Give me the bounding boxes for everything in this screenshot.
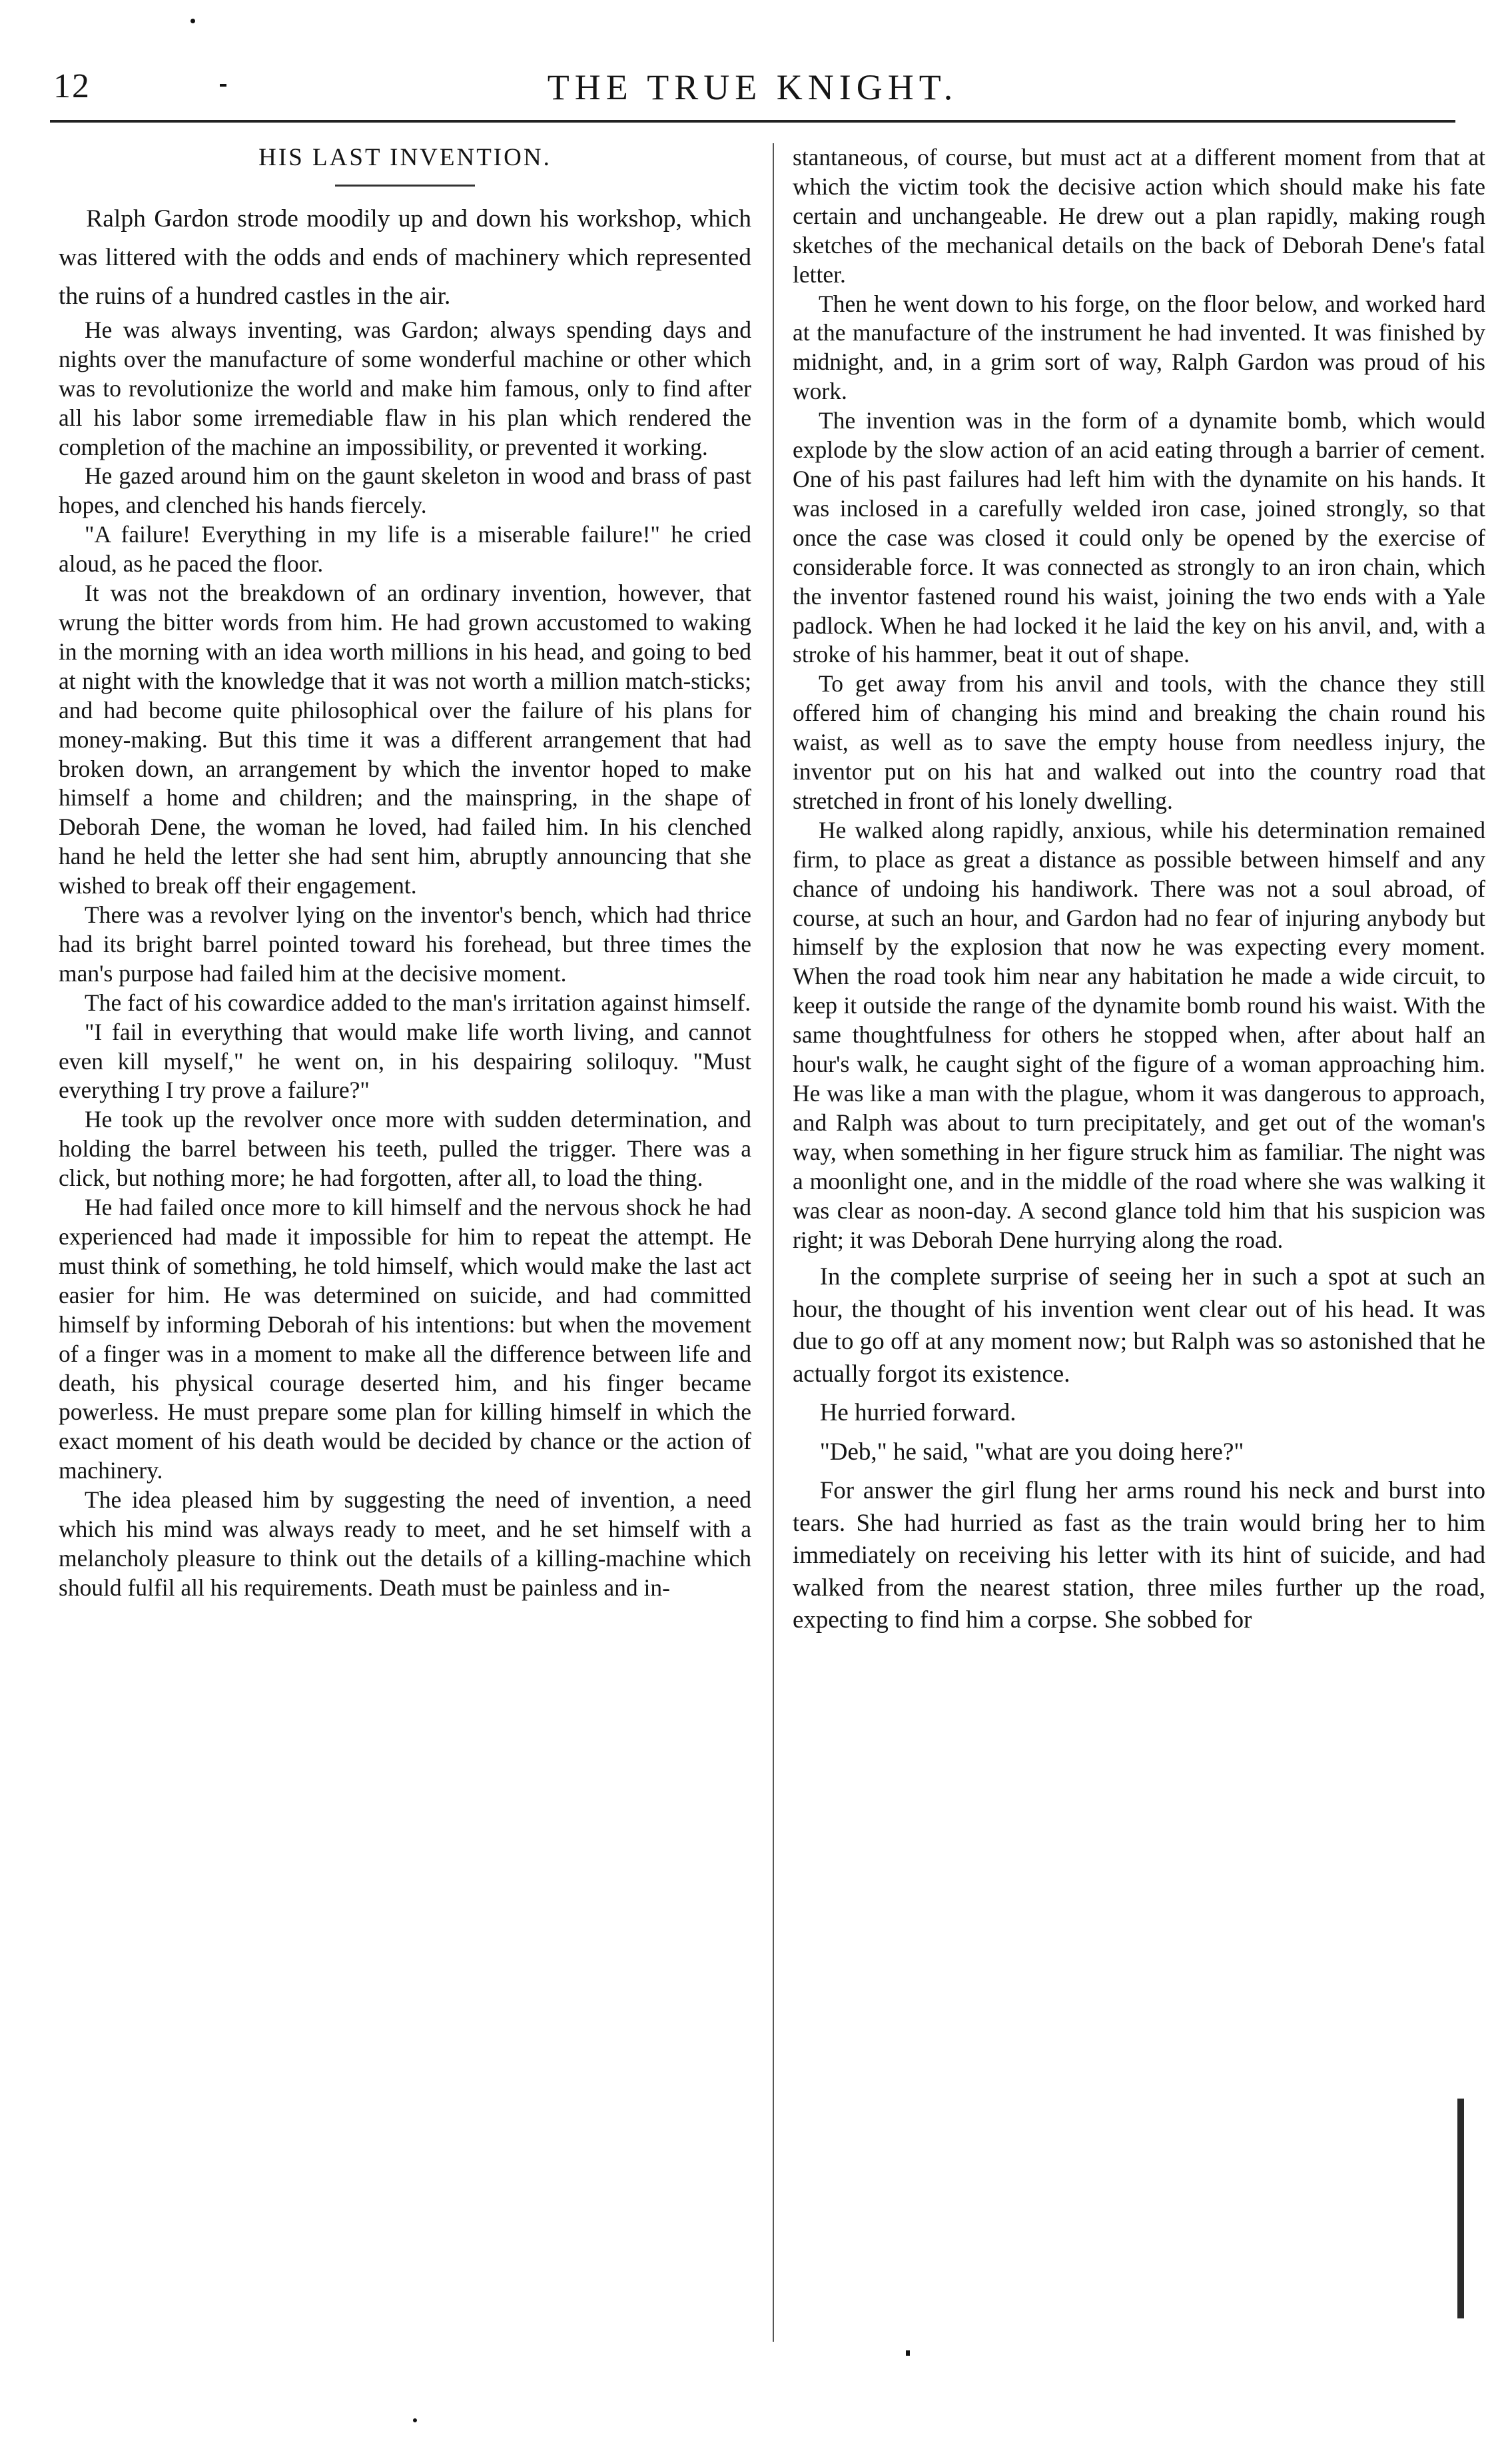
paragraph: "Deb," he said, "what are you doing here?": [819, 1438, 1244, 1466]
paragraph: He had failed once more to kill himself and the nervous shock he had experienced had made it impossible for him to repeat the attempt. He must think of something, he told himself, which would make the last act easier for him. He was determined on suicide, and had committed himself by informing Deborah of his intentions: but when the movement of a finger was in a moment to make all the difference between life and death, his physical courage deserted him, and his finger became powerless. He must prepare some plan for killing himself in which the exact moment of his death would be decided by chance or the action of machinery.: [59, 1194, 751, 1484]
running-title: THE TRUE KNIGHT.: [547, 67, 958, 107]
paragraph: To get away from his anvil and tools, with the chance they still offered him of changing his mind and breaking the chain round his waist, as well as to save the empty house from needless injury, the inventor put on his hat and walked out into the country road that stretched in front of his lonely dwelling.: [793, 670, 1485, 814]
paragraph: He hurried forward.: [819, 1399, 1016, 1427]
print-speck: [413, 2418, 417, 2422]
paragraph: In the complete surprise of seeing her in such a spot at such an hour, the thought of his invention went clear out of his head. It was due to go off at any moment now; but Ralph was so astonished that he actually forgot its existence.: [793, 1263, 1485, 1388]
paragraph: He gazed around him on the gaunt skeleton in wood and brass of past hopes, and clenched his hands fiercely.: [59, 462, 751, 519]
paragraph: "A failure! Everything in my life is a miserable failure!" he cried aloud, as he paced the floor.: [59, 521, 751, 578]
paragraph: Ralph Gardon strode moodily up and down his workshop, which was littered with the odds and ends of machinery which represented the ruins of a hundred castles in the air.: [59, 205, 751, 310]
left-column: [59, 143, 751, 1603]
right-column: [793, 143, 1485, 1637]
paragraph: For answer the girl flung her arms round his neck and burst into tears. She had hurried as fast as the train would bring her to him immediately on receiving his letter with its hint of suicide, and had walked from the nearest station, three miles further up the road, expecting to find him a corpse. She sobbed for: [793, 1477, 1485, 1634]
paragraph: "I fail in everything that would make life worth living, and cannot even kill myself," he went on, in his despairing soliloquy. "Must everything I try prove a failure?": [59, 1018, 751, 1104]
paragraph: The invention was in the form of a dynamite bomb, which would explode by the slow action of an acid eating through a barrier of cement. One of his past failures had left him with the dynamite on his hands. It was inclosed in a carefully welded iron case, joined strongly, so that once the case was closed it could only be opened by the exercise of considerable force. It was connected as strongly to an iron chain, which the inventor fastened round his waist, joining the two ends with a Yale padlock. When he had locked it he laid the key on his anvil, and, with a stroke of his hammer, beat it out of shape.: [793, 407, 1485, 668]
paragraph: It was not the breakdown of an ordinary invention, however, that wrung the bitter words from him. He had grown accustomed to waking in the morning with an idea worth millions in his head, and going to bed at night with the knowledge that it was not worth a million match-sticks; and had become quite philosophical over the failure of his plans for money-making. But this time it was a different arrangement that had broken down, an arrangement by which the inventor hoped to make himself a home and children; and the mainspring, in the shape of Deborah Dene, the woman he loved, had failed him. In his clenched hand he held the letter she had sent him, abruptly announcing that she wished to break off their engagement.: [59, 580, 751, 899]
print-speck: [190, 19, 195, 23]
paragraph: The fact of his cowardice added to the man's irritation against himself.: [85, 989, 751, 1016]
header-rule: [50, 120, 1455, 123]
paragraph: Then he went down to his forge, on the floor below, and worked hard at the manufacture of the instrument he had invented. It was finished by midnight, and, in a grim sort of way, Ralph Gardon was proud of his work.: [793, 290, 1485, 405]
paragraph: He was always inventing, was Gardon; always spending days and nights over the manufacture of some wonderful machine or other which was to revolutionize the world and make him famous, only to find after all his labor some irremediable flaw in his plan which rendered the completion of the machine an impossibility, or prevented it working.: [59, 316, 751, 460]
print-speck: [906, 2350, 910, 2356]
page-number: 12: [53, 67, 91, 105]
column-divider: [773, 143, 774, 2342]
paragraph: He took up the revolver once more with sudden determination, and holding the barrel between his teeth, pulled the trigger. There was a click, but nothing more; he had forgotten, after all, to load the thing.: [59, 1106, 751, 1192]
page-header: [47, 67, 1459, 120]
title-rule: [335, 185, 475, 187]
paragraph: The idea pleased him by suggesting the need of invention, a need which his mind was always ready to meet, and he set himself with a melancholy pleasure to think out the details of a killing-machine which should fulfil all his requirements. Death must be painless and in-: [59, 1486, 751, 1601]
paragraph: stantaneous, of course, but must act at a different moment from that at which the victim took the decisive action which should make his fate certain and unchangeable. He drew out a plan rapidly, making rough sketches of the mechanical details on the back of Deborah Dene's fatal letter.: [793, 144, 1485, 288]
paragraph: There was a revolver lying on the inventor's bench, which had thrice had its bright barrel pointed toward his forehead, but three times the man's purpose had failed him at the decisive moment.: [59, 901, 751, 987]
paragraph: He walked along rapidly, anxious, while his determination remained firm, to place as great a distance as possible between himself and any chance of undoing his handiwork. There was not a soul abroad, of course, at such an hour, and Gardon had no fear of injuring anybody but himself by the explosion that now he was expecting every moment. When the road took him near any habitation he made a wide circuit, to keep it outside the range of the dynamite bomb round his waist. With the same thoughtfulness for others he stopped when, after about half an hour's walk, he caught sight of the figure of a woman approaching him. He was like a man with the plague, whom it was dangerous to approach, and Ralph was about to turn precipitately, and get out of the woman's way, when something in her figure struck him as familiar. The night was a moonlight one, and in the middle of the road where she was walking it was clear as noon-day. A second glance told him that his suspicion was right; it was Deborah Dene hurrying along the road.: [793, 816, 1485, 1253]
article-title: HIS LAST INVENTION.: [258, 144, 552, 171]
print-speck: [1457, 2099, 1464, 2318]
